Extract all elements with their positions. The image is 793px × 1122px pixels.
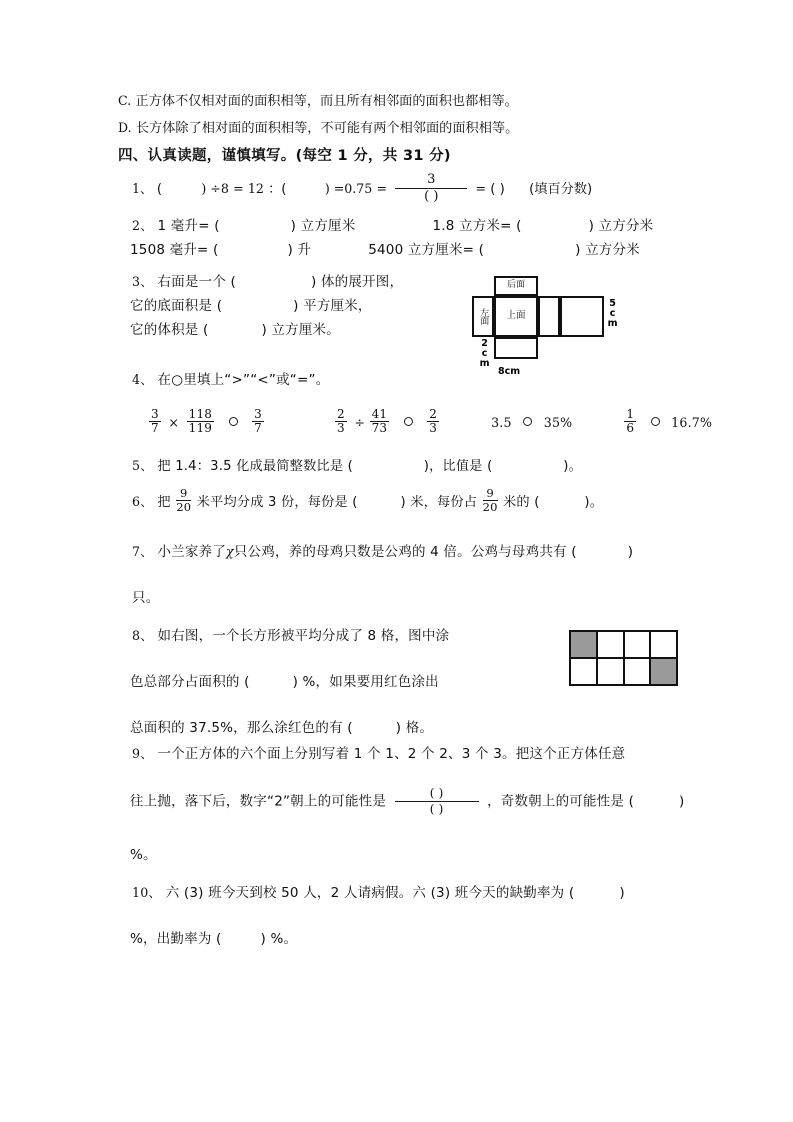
question-9-fraction-denominator: ( ) xyxy=(395,801,479,817)
q4-item2-mid-den: 73 xyxy=(371,421,388,435)
question-3-number: 3、 xyxy=(132,273,154,289)
question-2-c-unit: ) 升 xyxy=(287,241,312,258)
question-9-line2-c: ) xyxy=(679,793,685,809)
q4-item2-right-den: 3 xyxy=(429,421,438,435)
question-6-fraction-1-den: 20 xyxy=(176,500,192,514)
question-1-fraction-numerator: 3 xyxy=(427,172,436,187)
question-7-row-1 xyxy=(132,540,678,564)
question-6-part-e: )。 xyxy=(584,494,604,510)
grid-cell xyxy=(597,631,624,658)
question-1-note: (填百分数) xyxy=(529,181,593,197)
question-2-row-1 xyxy=(132,214,678,238)
question-6-number: 6、 xyxy=(132,493,154,509)
question-8-line3-b: ) 格。 xyxy=(395,719,434,736)
net-face-top xyxy=(494,296,538,337)
question-9-line2-a: 往上抛，落下后，数字“2”朝上的可能性是 xyxy=(130,793,387,809)
grid-cell xyxy=(624,631,651,658)
question-10 xyxy=(132,881,678,951)
question-8-line2-b: ) %，如果要用红色涂出 xyxy=(292,673,439,690)
choice-option-d xyxy=(118,115,678,141)
question-6-fraction-2 xyxy=(483,487,498,513)
question-5-part-a: 把 1.4：3.5 化成最简整数比是 ( xyxy=(157,458,353,474)
question-2-number: 2、 xyxy=(132,217,154,233)
question-1-blank-4: ( ) xyxy=(490,181,505,197)
question-2-row-2 xyxy=(130,238,678,262)
question-3 xyxy=(130,270,678,377)
choice-text-c: 正方体不仅相对面的面积相等，而且所有相邻面的面积也都相等。 xyxy=(135,94,518,109)
q4-item4-left-fraction xyxy=(624,408,636,436)
grid-cell xyxy=(570,658,597,685)
choice-text-d: 长方体除了相对面的面积相等，不可能有两个相邻面的面积相等。 xyxy=(135,121,519,136)
question-10-row-2 xyxy=(130,927,678,951)
question-1-eq-3: = xyxy=(475,180,487,196)
q4-item1-left-den: 7 xyxy=(151,421,159,435)
question-8-row-3 xyxy=(130,716,678,740)
question-4-number: 4、 xyxy=(132,371,154,387)
question-1-eq-1: = xyxy=(233,180,244,196)
question-9 xyxy=(130,742,685,867)
question-1-part-2: ) ÷8 xyxy=(201,180,229,196)
question-10-line1-b: ) xyxy=(619,884,625,901)
grid-row xyxy=(570,658,677,685)
question-8-line2-a: 色总部分占面积的 ( xyxy=(130,673,250,690)
question-10-line2-a: %，出勤率为 ( xyxy=(130,930,222,947)
question-9-line2-b: ，奇数朝上的可能性是 ( xyxy=(487,793,635,809)
question-2-d-left: 5400 立方厘米= ( xyxy=(368,241,485,258)
q4-item1-left-fraction xyxy=(149,408,161,436)
question-1-value-12: 12 xyxy=(247,180,264,196)
q4-item1-mid-den: 119 xyxy=(188,421,213,435)
q4-item3-right-value: 35% xyxy=(543,414,573,430)
question-6-fraction-1-num: 9 xyxy=(179,486,188,501)
net-dimension-left-label: 2cm xyxy=(479,337,491,368)
question-9-fraction xyxy=(395,786,479,817)
question-8-line3-a: 总面积的 37.5%，那么涂红色的有 ( xyxy=(130,719,353,736)
choice-option-c xyxy=(118,88,678,114)
question-3-line1-b: ) 体的展开图， xyxy=(310,273,404,290)
q4-item2-right-fraction xyxy=(427,408,439,436)
question-1-part-3: ) =0.75 xyxy=(324,180,373,196)
question-9-row-1 xyxy=(132,742,678,766)
question-4-instruction: 在○里填上“>”“<”或“=”。 xyxy=(157,371,330,388)
q4-item2-mid-fraction xyxy=(370,408,390,436)
question-10-row-1 xyxy=(132,881,678,905)
grid-cell xyxy=(650,631,677,658)
question-9-line3: %。 xyxy=(130,846,157,863)
worksheet-content xyxy=(118,88,713,951)
question-3-line2-a: 它的底面积是 ( xyxy=(130,297,223,314)
question-4-item-3 xyxy=(491,415,577,431)
question-5-number: 5、 xyxy=(132,457,154,473)
choice-label-d: D. xyxy=(118,120,132,135)
q4-item2-mid-num: 41 xyxy=(371,406,388,421)
question-7 xyxy=(132,540,678,610)
net-face-back-label: 后面 xyxy=(506,280,525,290)
section-title: 四、认真读题，谨慎填写。(每空 1 分，共 31 分) xyxy=(118,148,451,164)
question-7-number: 7、 xyxy=(132,543,154,559)
question-4-item-4 xyxy=(621,406,713,435)
question-9-number: 9、 xyxy=(132,745,154,761)
q4-item4-compare-circle[interactable] xyxy=(651,417,660,426)
question-3-line1-a: 右面是一个 ( xyxy=(157,273,236,290)
question-4-instruction-row xyxy=(132,365,678,392)
question-1 xyxy=(132,172,678,206)
q4-item4-left-num: 1 xyxy=(626,406,635,421)
q4-item2-left-fraction xyxy=(335,408,347,436)
q4-item2-left-num: 2 xyxy=(336,406,345,421)
question-9-line1: 一个正方体的六个面上分别写着 1 个 1、2 个 2、3 个 3。把这个正方体任意 xyxy=(157,745,626,762)
question-6 xyxy=(132,487,678,518)
q4-item1-mid-fraction xyxy=(187,408,215,436)
q4-item2-right-num: 2 xyxy=(429,406,438,421)
grid-cell xyxy=(624,658,651,685)
question-3-line3-a: 它的体积是 ( xyxy=(130,321,209,338)
question-10-line1: 六 (3) 班今天到校 50 人，2 人请病假。六 (3) 班今天的缺勤率为 ( xyxy=(165,884,575,901)
question-6-part-b: 米平均分成 3 份，每份是 ( xyxy=(196,494,358,510)
question-1-eq-2: = xyxy=(376,180,388,196)
question-6-part-a: 把 xyxy=(157,494,171,510)
question-10-number: 10、 xyxy=(132,884,162,900)
q4-item1-right-den: 7 xyxy=(254,421,262,435)
question-7-part-b: 只公鸡，养的母鸡只数是公鸡的 4 倍。公鸡与母鸡共有 ( xyxy=(233,543,577,560)
question-1-number: 1、 xyxy=(132,180,153,196)
question-6-fraction-2-den: 20 xyxy=(482,500,498,514)
q4-item1-compare-circle[interactable] xyxy=(229,417,238,426)
question-3-line2-b: ) 平方厘米， xyxy=(293,297,372,314)
question-6-fraction-1 xyxy=(176,487,191,513)
net-face-top-label: 上面 xyxy=(506,310,526,322)
q4-item3-left-value: 3.5 xyxy=(491,414,512,430)
question-2-d-unit: ) 立方分米 xyxy=(575,241,640,258)
net-dimension-bottom-label: 8cm xyxy=(498,365,521,377)
question-2-a-left: 1 毫升= ( xyxy=(157,217,220,234)
q4-item1-mid-num: 118 xyxy=(188,406,213,421)
question-2-b-left: 1.8 立方米= ( xyxy=(432,217,522,234)
q4-item3-compare-circle[interactable] xyxy=(523,417,532,426)
question-6-part-d: 米的 ( xyxy=(503,494,540,510)
question-2 xyxy=(132,214,678,262)
net-face-front xyxy=(560,296,604,337)
net-face-right-small xyxy=(538,296,560,337)
question-3-line3-b: ) 立方厘米。 xyxy=(261,321,340,338)
question-4-item-2 xyxy=(332,406,447,435)
question-7-part-d: 只。 xyxy=(132,589,160,606)
question-1-fraction xyxy=(395,172,467,206)
question-1-fraction-denominator: ( ) xyxy=(395,188,467,205)
grid-cell-shaded xyxy=(570,631,597,658)
question-9-row-2 xyxy=(130,785,685,817)
q4-item1-left-num: 3 xyxy=(151,406,159,421)
question-9-row-3 xyxy=(130,843,678,867)
net-face-back xyxy=(494,276,538,296)
question-8-number: 8、 xyxy=(132,627,154,643)
question-2-b-unit: ) 立方分米 xyxy=(588,217,654,234)
q4-item4-right-value: 16.7% xyxy=(671,414,713,430)
q4-item4-left-den: 6 xyxy=(626,421,635,435)
question-5-part-c: )。 xyxy=(563,458,582,474)
question-2-a-unit: ) 立方厘米 xyxy=(290,217,356,234)
net-face-left-label: 左面 xyxy=(478,308,489,324)
question-1-colon: ：( xyxy=(268,181,287,197)
shaded-grid xyxy=(569,630,678,686)
question-10-line2-b: ) %。 xyxy=(260,930,298,947)
net-dimension-right xyxy=(608,298,617,338)
choice-label-c: C. xyxy=(118,93,132,108)
grid-cell-shaded xyxy=(650,658,677,685)
question-6-fraction-2-num: 9 xyxy=(486,486,494,501)
shaded-rectangle-figure xyxy=(569,630,678,686)
grid-row xyxy=(570,631,677,658)
question-4-items-row xyxy=(146,406,713,440)
question-7-variable: χ xyxy=(226,543,234,559)
question-6-part-c: ) 米，每份占 xyxy=(400,494,478,510)
question-1-blank-1: ( xyxy=(156,181,163,197)
q4-item1-right-fraction xyxy=(252,408,264,436)
q4-item2-operator: ÷ xyxy=(354,414,366,430)
grid-cell xyxy=(597,658,624,685)
net-dimension-right-label: 5cm xyxy=(607,297,619,328)
q4-item2-compare-circle[interactable] xyxy=(404,417,413,426)
question-5-part-b: )，比值是 ( xyxy=(423,458,493,474)
net-face-left xyxy=(472,296,494,337)
cuboid-net-figure xyxy=(462,272,632,377)
q4-item1-operator: × xyxy=(168,414,180,430)
net-face-bottom xyxy=(494,337,538,359)
q4-item1-right-num: 3 xyxy=(254,406,262,421)
question-7-part-c: ) xyxy=(627,543,634,560)
question-8-line1: 如右图，一个长方形被平均分成了 8 格，图中涂 xyxy=(157,627,450,644)
question-7-part-a: 小兰家养了 xyxy=(157,543,227,560)
question-2-c-left: 1508 毫升= ( xyxy=(130,241,219,258)
q4-item2-left-den: 3 xyxy=(336,421,345,435)
question-5 xyxy=(132,454,678,479)
question-7-row-2 xyxy=(132,586,678,610)
question-9-fraction-numerator: ( ) xyxy=(429,785,444,800)
question-4 xyxy=(132,365,713,440)
question-8 xyxy=(132,624,678,742)
question-4-item-1 xyxy=(146,406,271,435)
